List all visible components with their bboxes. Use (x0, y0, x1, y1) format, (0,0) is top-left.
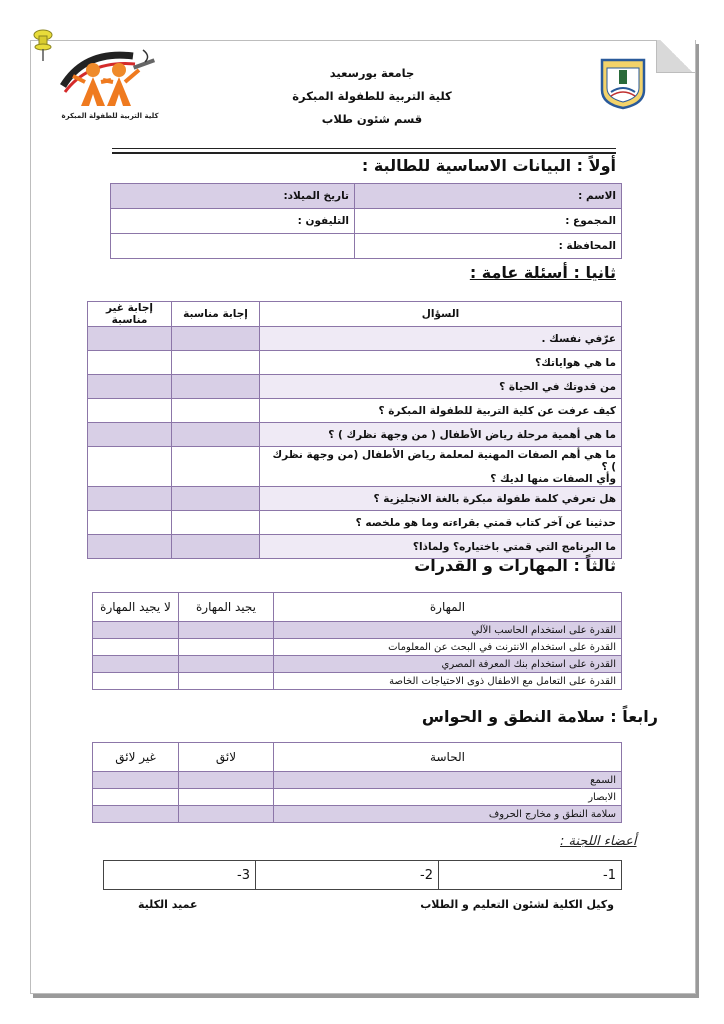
question-cell: ما هي هواياتك؟ (260, 351, 622, 375)
fit-cell[interactable] (179, 806, 274, 823)
good-cell[interactable] (179, 622, 274, 639)
questions-table (87, 301, 622, 559)
question-cell: ما البرنامج التي قمتي باختياره؟ ولماذا؟ (260, 535, 622, 559)
suitable-cell[interactable] (172, 423, 260, 447)
unfit-cell[interactable] (93, 806, 179, 823)
suitable-cell[interactable] (172, 399, 260, 423)
committee-table (103, 860, 622, 890)
section3-title: ثالثاً : المهارات و القدرات (414, 556, 616, 575)
suitable-cell[interactable] (172, 327, 260, 351)
university-logo (598, 56, 648, 110)
governorate-cell[interactable] (355, 234, 622, 259)
good-cell[interactable] (179, 656, 274, 673)
phone-cell[interactable] (111, 209, 355, 234)
faculty-name: كلية التربية للطفولة المبكرة (292, 89, 452, 103)
pushpin-icon (32, 28, 54, 62)
header-block (282, 62, 462, 131)
unsuitable-cell[interactable] (88, 327, 172, 351)
suitable-cell[interactable] (172, 535, 260, 559)
skills-table (92, 592, 622, 690)
committee-member-2[interactable]: 2- (256, 861, 439, 890)
name-cell[interactable] (355, 184, 622, 209)
dean-signature: عميد الكلية (138, 898, 198, 911)
committee-member-3[interactable]: 3- (104, 861, 256, 890)
skill-cell: القدرة على استخدام الحاسب الآلي (274, 622, 622, 639)
col-unsuitable: إجابة غير مناسبة (88, 302, 172, 327)
col-suitable: إجابة مناسبة (172, 302, 260, 327)
governorate-label: المحافظة : (558, 240, 616, 252)
question-cell: من قدوتك في الحياة ؟ (260, 375, 622, 399)
score-label: المجموع : (565, 215, 616, 227)
logo-caption: كلية التربية للطفولة المبكرة (61, 112, 159, 120)
question-cell: هل تعرفي كلمة طفولة مبكرة بالغة الانجليزية ؟ (260, 487, 622, 511)
question-cell: كيف عرفت عن كلية التربية للطفولة المبكرة ؟ (260, 399, 622, 423)
fit-cell[interactable] (179, 789, 274, 806)
unsuitable-cell[interactable] (88, 487, 172, 511)
unsuitable-cell[interactable] (88, 423, 172, 447)
unsuitable-cell[interactable] (88, 399, 172, 423)
suitable-cell[interactable] (172, 375, 260, 399)
section4-title: رابعاً : سلامة النطق و الحواس (421, 707, 658, 726)
col-unfit: غير لائق (93, 743, 179, 772)
good-cell[interactable] (179, 673, 274, 690)
header-divider-thick (112, 152, 616, 154)
col-question: السؤال (260, 302, 622, 327)
not-good-cell[interactable] (93, 622, 179, 639)
senses-table (92, 742, 622, 823)
committee-member-1[interactable]: 1- (439, 861, 622, 890)
suitable-cell[interactable] (172, 351, 260, 375)
unsuitable-cell[interactable] (88, 447, 172, 487)
header-divider (112, 148, 616, 149)
unsuitable-cell[interactable] (88, 535, 172, 559)
fit-cell[interactable] (179, 772, 274, 789)
not-good-cell[interactable] (93, 639, 179, 656)
question-line: ما هي أهم الصفات المهنية لمعلمة رياض الأطفال (من وجهة نظرك ) ؟ (272, 448, 616, 473)
unsuitable-cell[interactable] (88, 375, 172, 399)
sense-cell: الابصار (274, 789, 622, 806)
empty-cell[interactable] (111, 234, 355, 259)
unsuitable-cell[interactable] (88, 351, 172, 375)
birth-label: تاريخ الميلاد: (283, 190, 349, 202)
col-not-good: لا يجيد المهارة (93, 593, 179, 622)
section2-title: ثانيا : أسئلة عامة : (469, 263, 616, 282)
suitable-cell[interactable] (172, 487, 260, 511)
skill-cell: القدرة على استخدام بنك المعرفة المصري (274, 656, 622, 673)
question-cell: حدثينا عن آخر كتاب قمتي بقراءته وما هو ملخصه ؟ (260, 511, 622, 535)
good-cell[interactable] (179, 639, 274, 656)
col-fit: لائق (179, 743, 274, 772)
sense-cell: السمع (274, 772, 622, 789)
student-info-table (110, 183, 622, 259)
col-skill: المهارة (274, 593, 622, 622)
question-cell: عرّفي نفسك . (260, 327, 622, 351)
not-good-cell[interactable] (93, 656, 179, 673)
phone-label: التليفون : (297, 215, 349, 227)
name-label: الاسم : (578, 190, 616, 202)
sense-cell: سلامة النطق و مخارج الحروف (274, 806, 622, 823)
page-fold-corner (656, 40, 695, 73)
vice-dean-signature: وكيل الكلية لشئون التعليم و الطلاب (420, 898, 614, 911)
unfit-cell[interactable] (93, 772, 179, 789)
unsuitable-cell[interactable] (88, 511, 172, 535)
score-cell[interactable] (355, 209, 622, 234)
col-sense: الحاسة (274, 743, 622, 772)
birth-cell[interactable] (111, 184, 355, 209)
suitable-cell[interactable] (172, 511, 260, 535)
col-good: يجيد المهارة (179, 593, 274, 622)
skill-cell: القدرة على استخدام الانترنت في البحث عن المعلومات (274, 639, 622, 656)
question-cell (260, 447, 622, 487)
question-line: وأي الصفات منها لديك ؟ (490, 472, 616, 485)
university-name: جامعة بورسعيد (329, 66, 415, 80)
unfit-cell[interactable] (93, 789, 179, 806)
section1-title: أولاً : البيانات الاساسية للطالبة : (361, 156, 616, 175)
suitable-cell[interactable] (172, 447, 260, 487)
department-name: قسم شئون طلاب (321, 112, 423, 126)
not-good-cell[interactable] (93, 673, 179, 690)
question-cell: ما هي أهمية مرحلة رياض الأطفال ( من وجهة نظرك ) ؟ (260, 423, 622, 447)
skill-cell: القدرة على التعامل مع الاطفال ذوى الاحتياجات الخاصة (274, 673, 622, 690)
committee-title: أعضاء اللجنة : (560, 834, 637, 849)
